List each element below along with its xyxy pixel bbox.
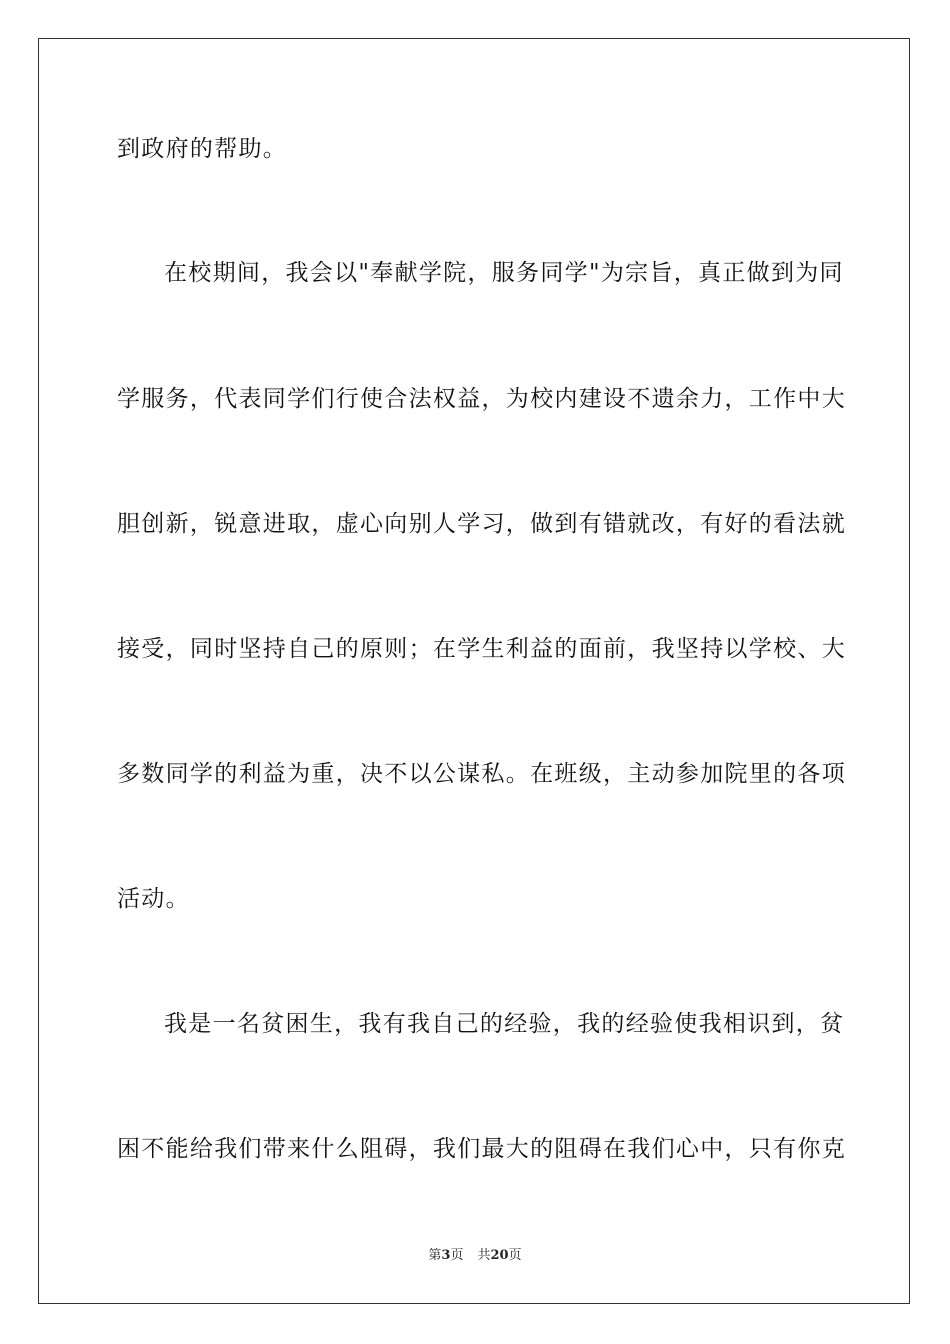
text-line-8: 我是一名贫困生，我有我自己的经验，我的经验使我相识到，贫 <box>164 1011 845 1037</box>
page-border <box>38 38 910 1304</box>
text-line-4: 胆创新，锐意进取，虚心向别人学习，做到有错就改，有好的看法就 <box>117 511 846 537</box>
footer-page-prefix: 第 <box>428 1248 442 1263</box>
footer-page-suffix: 页 <box>450 1248 464 1263</box>
text-line-9: 困不能给我们带来什么阻碍，我们最大的阻碍在我们心中，只有你克 <box>117 1136 846 1162</box>
page-footer <box>0 1247 950 1265</box>
text-line-1: 到政府的帮助。 <box>117 136 288 162</box>
text-line-7: 活动。 <box>117 886 190 912</box>
text-line-3: 学服务，代表同学们行使合法权益，为校内建设不遗余力，工作中大 <box>117 386 846 412</box>
text-line-6: 多数同学的利益为重，决不以公谋私。在班级，主动参加院里的各项 <box>117 761 846 787</box>
footer-total-prefix: 共 <box>477 1248 491 1263</box>
footer-page-number: 3 <box>441 1248 451 1263</box>
footer-total-suffix: 页 <box>508 1248 522 1263</box>
footer-total-pages: 20 <box>490 1248 509 1263</box>
text-line-5: 接受，同时坚持自己的原则；在学生利益的面前，我坚持以学校、大 <box>117 636 846 662</box>
text-line-2: 在校期间，我会以"奉献学院，服务同学"为宗旨，真正做到为同 <box>164 260 844 286</box>
